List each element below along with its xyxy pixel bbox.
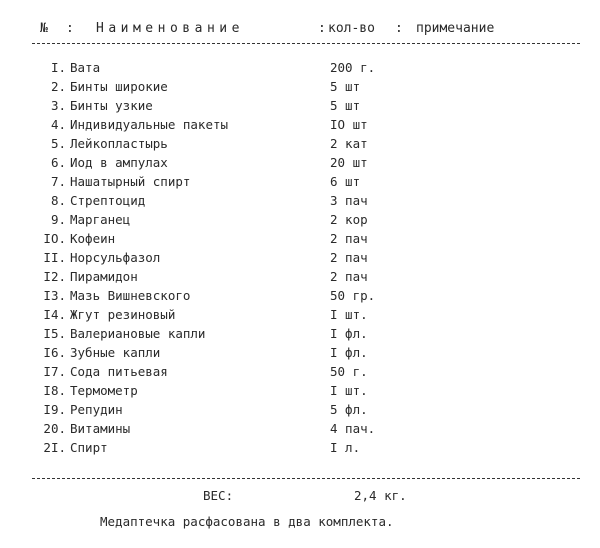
item-quantity: I фл.: [330, 326, 368, 341]
item-name: Мазь Вишневского: [70, 288, 191, 303]
list-item: [0, 136, 600, 155]
item-number: IO.: [43, 231, 66, 246]
item-quantity: 50 гр.: [330, 288, 376, 303]
item-name: Кофеин: [70, 231, 116, 246]
item-quantity: 5 шт: [330, 79, 361, 94]
item-name: Репудин: [70, 402, 123, 417]
list-item: [0, 288, 600, 307]
item-number: 6.: [50, 155, 66, 170]
item-name: Пирамидон: [70, 269, 138, 284]
list-item: [0, 345, 600, 364]
list-item: [0, 231, 600, 250]
list-item: [0, 250, 600, 269]
item-name: Витамины: [70, 421, 131, 436]
item-name: Термометр: [70, 383, 138, 398]
item-quantity: 2 пач: [330, 250, 368, 265]
list-item: [0, 174, 600, 193]
list-item: [0, 440, 600, 459]
weight-label: ВЕС:: [203, 488, 234, 503]
item-number: I8.: [43, 383, 66, 398]
list-item: [0, 117, 600, 136]
item-quantity: 20 шт: [330, 155, 368, 170]
items-list: [0, 60, 600, 459]
list-item: [0, 326, 600, 345]
item-number: 8.: [50, 193, 66, 208]
list-item: [0, 402, 600, 421]
list-item: [0, 364, 600, 383]
list-item: [0, 212, 600, 231]
item-quantity: 2 пач: [330, 231, 368, 246]
header-separator: :: [395, 21, 403, 36]
item-number: I4.: [43, 307, 66, 322]
item-name: Спирт: [70, 440, 108, 455]
footer-divider: [32, 478, 580, 479]
item-quantity: 2 кор: [330, 212, 368, 227]
list-item: [0, 98, 600, 117]
item-quantity: 5 шт: [330, 98, 361, 113]
item-quantity: I шт.: [330, 383, 368, 398]
item-quantity: IO шт: [330, 117, 368, 132]
item-quantity: 5 фл.: [330, 402, 368, 417]
item-quantity: 2 пач: [330, 269, 368, 284]
header-number: №: [40, 21, 48, 36]
item-number: 2I.: [43, 440, 66, 455]
item-name: Лейкопластырь: [70, 136, 168, 151]
item-number: I9.: [43, 402, 66, 417]
header-name: Наименование: [96, 21, 244, 36]
item-number: I3.: [43, 288, 66, 303]
item-name: Вата: [70, 60, 101, 75]
item-number: 7.: [50, 174, 66, 189]
item-quantity: I шт.: [330, 307, 368, 322]
item-name: Бинты узкие: [70, 98, 153, 113]
item-quantity: 6 шт: [330, 174, 361, 189]
list-item: [0, 383, 600, 402]
item-number: 9.: [50, 212, 66, 227]
item-name: Индивидуальные пакеты: [70, 117, 229, 132]
item-name: Сода питьевая: [70, 364, 168, 379]
list-item: [0, 155, 600, 174]
header-divider: [32, 43, 580, 44]
table-header: [0, 21, 600, 41]
item-quantity: 200 г.: [330, 60, 376, 75]
item-name: Зубные капли: [70, 345, 161, 360]
item-quantity: 3 пач: [330, 193, 368, 208]
header-note: примечание: [416, 21, 495, 36]
item-number: I5.: [43, 326, 66, 341]
item-quantity: I фл.: [330, 345, 368, 360]
item-quantity: 50 г.: [330, 364, 368, 379]
item-name: Бинты широкие: [70, 79, 168, 94]
item-quantity: 4 пач.: [330, 421, 376, 436]
item-number: I2.: [43, 269, 66, 284]
header-separator: :: [66, 21, 74, 36]
item-number: 3.: [50, 98, 66, 113]
item-number: 4.: [50, 117, 66, 132]
item-name: Жгут резиновый: [70, 307, 176, 322]
item-number: 20.: [43, 421, 66, 436]
item-name: Норсульфазол: [70, 250, 161, 265]
item-name: Нашатырный спирт: [70, 174, 191, 189]
item-quantity: I л.: [330, 440, 361, 455]
item-number: I7.: [43, 364, 66, 379]
item-quantity: 2 кат: [330, 136, 368, 151]
item-name: Валериановые капли: [70, 326, 206, 341]
item-number: I.: [50, 60, 66, 75]
list-item: [0, 193, 600, 212]
list-item: [0, 421, 600, 440]
header-separator: :: [318, 21, 326, 36]
item-number: 5.: [50, 136, 66, 151]
list-item: [0, 307, 600, 326]
header-quantity: кол-во: [328, 21, 375, 36]
item-number: 2.: [50, 79, 66, 94]
footer-note: Медаптечка расфасована в два комплекта.: [100, 514, 394, 529]
item-number: II.: [43, 250, 66, 265]
list-item: [0, 60, 600, 79]
item-number: I6.: [43, 345, 66, 360]
list-item: [0, 79, 600, 98]
item-name: Иод в ампулах: [70, 155, 168, 170]
weight-value: 2,4 кг.: [354, 488, 407, 503]
item-name: Марганец: [70, 212, 131, 227]
item-name: Стрептоцид: [70, 193, 146, 208]
list-item: [0, 269, 600, 288]
